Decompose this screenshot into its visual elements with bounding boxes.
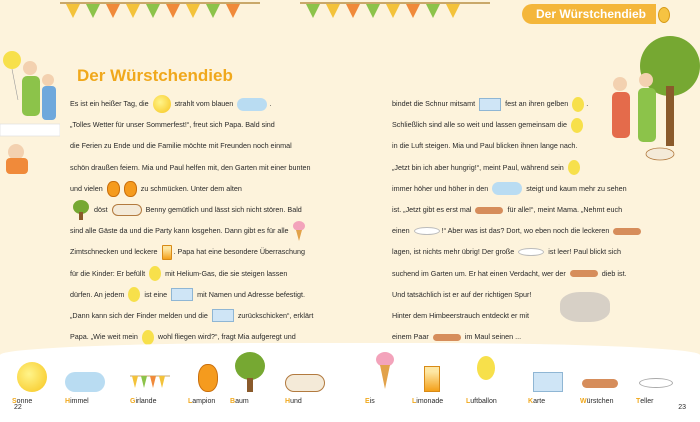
vocab-initial: B xyxy=(230,398,236,405)
lemonade-icon xyxy=(162,245,172,260)
page-number-left: 22 xyxy=(14,404,22,411)
vocab-picture-lemonade xyxy=(407,352,457,392)
sausage-icon xyxy=(433,334,461,341)
story-text: einem Paar xyxy=(392,332,431,342)
story-text: strahlt vom blauen xyxy=(172,99,236,108)
vocab-label xyxy=(285,398,302,405)
balloon-icon xyxy=(572,97,584,112)
story-line xyxy=(392,178,627,199)
sausage-icon xyxy=(570,270,598,277)
vocab-label xyxy=(580,398,613,405)
balloon-icon xyxy=(477,356,495,380)
vocab-picture-sun xyxy=(7,352,57,392)
story-text: ist leer! Paul blickt sich xyxy=(546,247,621,257)
story-line xyxy=(392,263,627,284)
vocab-rest: aum xyxy=(235,398,249,405)
story-column-right xyxy=(392,93,627,347)
story-text: für die Kinder: Er befüllt xyxy=(70,268,148,278)
vocab-initial: L xyxy=(188,398,193,405)
story-text: !“ Aber was ist das? Dort, wo eben noch die leckeren xyxy=(441,226,612,236)
card-icon xyxy=(212,309,234,322)
lantern-icon xyxy=(124,181,137,197)
story-text: zurückschicken“, erklärt xyxy=(235,310,314,320)
vocab-picture-cloud xyxy=(60,352,110,392)
vocab-initial: K xyxy=(528,398,534,405)
balloon-icon xyxy=(571,118,583,133)
vocab-label xyxy=(65,398,89,405)
story-text: wohl fliegen wird?“, fragt Mia aufgeregt und xyxy=(155,332,296,342)
cloud-icon xyxy=(65,372,105,392)
vocab-label xyxy=(230,398,249,405)
story-line xyxy=(70,199,305,220)
story-line xyxy=(392,220,627,241)
story-text: „Jetzt bin ich aber hungrig!“, meint Paul, während sein xyxy=(392,162,566,172)
story-line xyxy=(70,135,305,156)
sausage-icon xyxy=(475,207,503,214)
story-line xyxy=(392,241,627,262)
vocab-label xyxy=(636,398,654,405)
story-text: dürfen. An jedem xyxy=(70,289,127,299)
dog-icon xyxy=(112,204,142,216)
lantern-icon xyxy=(198,364,218,392)
tree-icon xyxy=(235,352,265,392)
story-text: Zimtschnecken und leckere xyxy=(70,247,160,257)
story-text: immer höher und höher in den xyxy=(392,183,491,193)
story-text: steigt und kaum mehr zu sehen xyxy=(524,183,627,193)
vocab-picture-ice xyxy=(360,352,410,392)
story-line xyxy=(70,305,314,326)
story-text: und vielen xyxy=(70,183,105,193)
story-line xyxy=(70,93,305,114)
story-column-left xyxy=(70,93,314,347)
story-title: Der Würstchendieb xyxy=(77,66,233,85)
balloon-icon xyxy=(128,287,140,302)
vocab-initial: H xyxy=(285,398,291,405)
story-text: . xyxy=(586,99,589,108)
story-line xyxy=(392,284,627,305)
dog-icon xyxy=(285,374,325,392)
vocab-rest: uftballon xyxy=(470,398,497,405)
vocab-label xyxy=(188,398,215,405)
plate-icon xyxy=(639,378,673,388)
vocab-initial: G xyxy=(130,398,136,405)
lemonade-icon xyxy=(424,366,440,392)
corner-title: Der Würstchendieb xyxy=(522,4,656,24)
lantern-icon xyxy=(107,181,120,197)
story-line xyxy=(70,263,305,284)
bunting-right xyxy=(300,0,490,30)
story-line xyxy=(70,114,305,135)
vocab-rest: is xyxy=(369,398,375,405)
story-text: Und tatsächlich ist er auf der richtigen Spur! xyxy=(392,289,532,299)
bunting-left xyxy=(60,0,260,30)
vocab-initial: L xyxy=(412,398,417,405)
story-line xyxy=(392,93,627,114)
vocab-picture-card xyxy=(523,352,573,392)
story-line xyxy=(70,220,305,241)
story-text: schön draußen feiern. Mia und Paul helfen mit, den Garten mit einer bunten xyxy=(70,162,311,172)
story-line xyxy=(70,178,305,199)
ice-icon xyxy=(376,352,394,392)
story-line xyxy=(70,157,311,178)
vocab-initial: E xyxy=(365,398,370,405)
cloud-icon xyxy=(492,182,522,195)
tree-icon xyxy=(72,200,90,220)
vocab-initial: L xyxy=(466,398,471,405)
story-line xyxy=(392,135,627,156)
story-text: Hinter dem Himbeerstrauch entdeckt er mit xyxy=(392,310,530,320)
vocab-label xyxy=(365,398,375,405)
vocab-picture-tree xyxy=(225,352,275,392)
vocab-picture-sausage xyxy=(575,352,625,392)
story-text: dieb ist. xyxy=(599,268,627,278)
story-text: mit Helium-Gas, die sie steigen lassen xyxy=(163,268,288,278)
story-text: die Ferien zu Ende und die Familie möchte mit Freunden noch einmal xyxy=(70,141,292,151)
story-text: sind alle Gäste da und die Party kann losgehen. Dann gibt es für alle xyxy=(70,226,291,236)
page-number-right: 23 xyxy=(678,404,686,411)
story-text: einen xyxy=(392,226,412,236)
vocab-picture-plate xyxy=(631,352,681,392)
plate-icon xyxy=(518,248,544,256)
story-text: für alle!“, meint Mama. „Nehmt euch xyxy=(505,204,623,214)
story-text: zu schmücken. Unter dem alten xyxy=(138,183,242,193)
story-text: in die Luft steigen. Mia und Paul blicken ihnen lange nach. xyxy=(392,141,578,151)
vocab-initial: S xyxy=(12,398,17,405)
vocab-rest: ürstchen xyxy=(586,398,614,405)
vocab-initial: W xyxy=(580,398,587,405)
story-text: . xyxy=(269,99,272,108)
story-text: Es ist ein heißer Tag, die xyxy=(70,99,151,108)
ice-icon xyxy=(293,221,305,241)
vocab-picture-garland xyxy=(125,352,175,392)
story-line xyxy=(70,284,305,305)
sausage-icon xyxy=(613,228,641,235)
vocab-rest: und xyxy=(290,398,302,405)
sausage-icon xyxy=(582,379,618,388)
lightbulb-icon xyxy=(658,7,670,23)
vocab-rest: arte xyxy=(533,398,546,405)
story-text: Papa. „Wie weit mein xyxy=(70,332,140,342)
vocab-rest: eller xyxy=(640,398,654,405)
story-text: suchend im Garten um. Er hat einen Verdacht, wer der xyxy=(392,268,568,278)
balloon-icon xyxy=(149,266,161,281)
card-icon xyxy=(171,288,193,301)
garland-icon xyxy=(130,374,170,392)
vocab-picture-dog xyxy=(280,352,330,392)
story-text: . Papa hat eine besondere Überraschung xyxy=(173,247,305,257)
family-illustration-left xyxy=(0,40,60,180)
story-text: Schließlich sind alle so weit und lassen gemeinsam die xyxy=(392,120,569,130)
sun-icon xyxy=(17,362,47,392)
vocab-rest: ampion xyxy=(192,398,216,405)
vocab-rest: irlande xyxy=(135,398,157,405)
story-text: im Maul seinen ... xyxy=(462,332,522,342)
story-line xyxy=(392,114,627,135)
vocab-label xyxy=(412,398,443,405)
vocab-rest: imonade xyxy=(416,398,444,405)
vocab-rest: onne xyxy=(16,398,33,405)
sun-icon xyxy=(153,95,171,113)
balloon-icon xyxy=(568,160,580,175)
vocab-rest: immel xyxy=(70,398,89,405)
story-line xyxy=(392,199,627,220)
story-text: mit Namen und Adresse befestigt. xyxy=(195,289,305,299)
story-line xyxy=(392,157,627,178)
plate-icon xyxy=(414,227,440,235)
story-text: ist. „Jetzt gibt es erst mal xyxy=(392,204,474,214)
story-text: ist eine xyxy=(142,289,170,299)
vocab-initial: H xyxy=(65,398,71,405)
story-text: Benny gemütlich und lässt sich nicht stören. Bald xyxy=(143,204,302,214)
story-text: „Tolles Wetter für unser Sommerfest!“, freut sich Papa. Bald sind xyxy=(70,120,275,130)
vocab-picture-balloon xyxy=(461,352,511,392)
cloud-icon xyxy=(237,98,267,111)
story-text: lagen, ist nichts mehr übrig! Der große xyxy=(392,247,517,257)
story-line xyxy=(70,241,305,262)
vocab-label xyxy=(466,398,497,405)
vocab-initial: T xyxy=(636,398,641,405)
card-icon xyxy=(533,372,563,392)
vocab-label xyxy=(528,398,545,405)
balloon-icon xyxy=(142,330,154,345)
story-text: „Dann kann sich der Finder melden und die xyxy=(70,310,210,320)
card-icon xyxy=(479,98,501,111)
story-text: fest an ihren gelben xyxy=(503,99,571,108)
story-line xyxy=(392,305,627,326)
story-text: bindet die Schnur mitsamt xyxy=(392,99,478,108)
story-text: döst xyxy=(92,204,110,214)
vocab-label xyxy=(130,398,156,405)
